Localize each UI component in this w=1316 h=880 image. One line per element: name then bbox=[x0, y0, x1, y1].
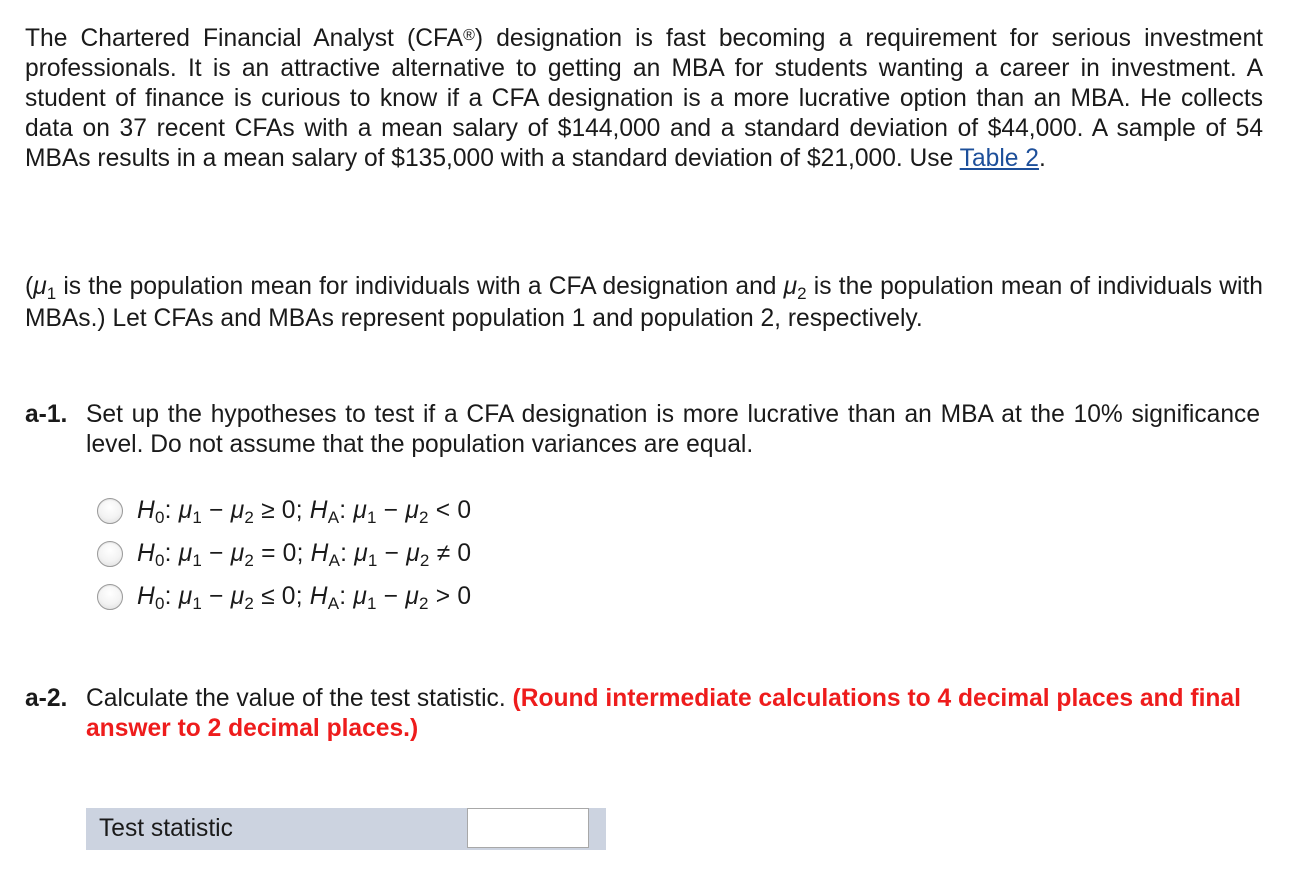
note-text-2: is the population mean of individuals with MBAs.) Let CFAs and MBAs represent population 1 and population 2, respectively. bbox=[25, 273, 1263, 332]
colon: : bbox=[164, 497, 179, 524]
subscript-2: 2 bbox=[244, 551, 255, 570]
mu-symbol: μ bbox=[353, 583, 368, 610]
question-a2-text bbox=[86, 684, 1260, 744]
h-symbol: H bbox=[309, 497, 328, 524]
zero: 0 bbox=[457, 583, 472, 610]
subscript-1: 1 bbox=[192, 594, 203, 613]
h-symbol: H bbox=[137, 583, 155, 610]
mu-symbol: μ bbox=[405, 583, 420, 610]
table-2-link[interactable]: Table 2 bbox=[959, 145, 1039, 172]
question-a1-label: a-1. bbox=[25, 401, 68, 428]
minus-sign: − bbox=[377, 540, 407, 567]
rounding-instruction: (Round intermediate calculations to 4 decimal places and final answer to 2 decimal places.) bbox=[86, 685, 1241, 742]
colon: : bbox=[339, 583, 354, 610]
colon: : bbox=[164, 583, 179, 610]
mu-symbol: μ bbox=[178, 583, 193, 610]
radio-button[interactable] bbox=[97, 584, 123, 610]
mu-symbol: μ bbox=[353, 497, 368, 524]
subscript-a: A bbox=[327, 508, 340, 527]
population-definition-note bbox=[25, 272, 1263, 334]
intro-text-end: . bbox=[1038, 145, 1046, 172]
minus-sign: − bbox=[376, 497, 406, 524]
mu-symbol: μ bbox=[178, 540, 193, 567]
zero: 0 bbox=[457, 497, 472, 524]
zero: 0 bbox=[281, 583, 296, 610]
subscript-1: 1 bbox=[367, 551, 378, 570]
radio-button[interactable] bbox=[97, 541, 123, 567]
separator: ; bbox=[295, 583, 310, 610]
mu-symbol: μ bbox=[230, 583, 245, 610]
mu-symbol: μ bbox=[33, 273, 47, 300]
minus-sign: − bbox=[376, 583, 406, 610]
colon: : bbox=[339, 497, 354, 524]
h-symbol: H bbox=[137, 540, 155, 567]
subscript-a: A bbox=[328, 551, 341, 570]
note-open-paren: ( bbox=[25, 273, 34, 300]
test-statistic-input[interactable] bbox=[467, 808, 589, 848]
colon: : bbox=[340, 540, 355, 567]
null-relation: ≥ bbox=[254, 497, 282, 524]
mu-symbol: μ bbox=[406, 540, 420, 567]
question-a2-prompt: Calculate the value of the test statistic. bbox=[86, 685, 513, 712]
mu-symbol: μ bbox=[405, 497, 420, 524]
h-symbol: H bbox=[309, 583, 328, 610]
subscript-2: 2 bbox=[419, 508, 429, 527]
subscript-2: 2 bbox=[419, 551, 430, 570]
subscript-1: 1 bbox=[192, 508, 203, 527]
subscript-2: 2 bbox=[244, 508, 255, 527]
question-a1-text: Set up the hypotheses to test if a CFA designation is more lucrative than an MBA at the 10% significance level. Do not assume that the population variances are equal. bbox=[86, 401, 1260, 458]
hypothesis-option-1[interactable] bbox=[97, 494, 471, 528]
subscript-1: 1 bbox=[192, 551, 203, 570]
hypothesis-option-2[interactable] bbox=[97, 537, 471, 571]
alternative-relation: ≠ bbox=[429, 540, 458, 567]
colon: : bbox=[164, 540, 179, 567]
hypothesis-option-text bbox=[137, 583, 471, 611]
intro-text-body: ) designation is fast becoming a requirement for serious investment professionals. It is an attractive alternative to getting an MBA for students wanting a career in investment. A student of finance is curious to know if a CFA designation is a more lucrative option than an MBA. He collects data on 37 recent CFAs with a mean salary of $144,000 and a standard deviation of $44,000. A sample of 54 MBAs results in a mean salary of $135,000 with a standard deviation of $21,000. Use bbox=[25, 25, 1264, 172]
mu-symbol: μ bbox=[230, 497, 245, 524]
subscript-0: 0 bbox=[154, 551, 165, 570]
minus-sign: − bbox=[202, 497, 231, 524]
null-relation: ≤ bbox=[254, 583, 282, 610]
separator: ; bbox=[296, 540, 311, 567]
question-a2-label: a-2. bbox=[25, 685, 68, 712]
mu-symbol: μ bbox=[178, 497, 193, 524]
minus-sign: − bbox=[202, 540, 231, 567]
subscript-a: A bbox=[327, 594, 340, 613]
subscript-2: 2 bbox=[244, 594, 255, 613]
h-symbol: H bbox=[137, 497, 155, 524]
subscript-2: 2 bbox=[419, 594, 429, 613]
subscript-0: 0 bbox=[154, 594, 165, 613]
mu-symbol: μ bbox=[783, 273, 798, 300]
note-text-1: is the population mean for individuals with a CFA designation and bbox=[56, 273, 784, 300]
alternative-relation: > bbox=[428, 583, 458, 610]
minus-sign: − bbox=[202, 583, 231, 610]
subscript-2: 2 bbox=[797, 284, 807, 303]
answer-row bbox=[86, 808, 606, 850]
hypothesis-option-text bbox=[137, 540, 471, 568]
null-relation: = bbox=[254, 540, 283, 567]
problem-statement bbox=[25, 24, 1263, 174]
h-symbol: H bbox=[310, 540, 329, 567]
hypothesis-option-text bbox=[137, 497, 471, 525]
zero: 0 bbox=[457, 540, 472, 567]
test-statistic-label: Test statistic bbox=[99, 815, 233, 842]
separator: ; bbox=[295, 497, 310, 524]
subscript-1: 1 bbox=[367, 508, 377, 527]
intro-text-start: The Chartered Financial Analyst (CFA bbox=[25, 25, 464, 52]
mu-symbol: μ bbox=[354, 540, 368, 567]
subscript-0: 0 bbox=[154, 508, 165, 527]
alternative-relation: < bbox=[428, 497, 458, 524]
mu-symbol: μ bbox=[230, 540, 245, 567]
subscript-1: 1 bbox=[46, 284, 57, 303]
registered-trademark-symbol: ® bbox=[463, 27, 475, 44]
subscript-1: 1 bbox=[367, 594, 377, 613]
zero: 0 bbox=[281, 497, 296, 524]
zero: 0 bbox=[282, 540, 297, 567]
hypothesis-option-3[interactable] bbox=[97, 580, 471, 614]
radio-button[interactable] bbox=[97, 498, 123, 524]
